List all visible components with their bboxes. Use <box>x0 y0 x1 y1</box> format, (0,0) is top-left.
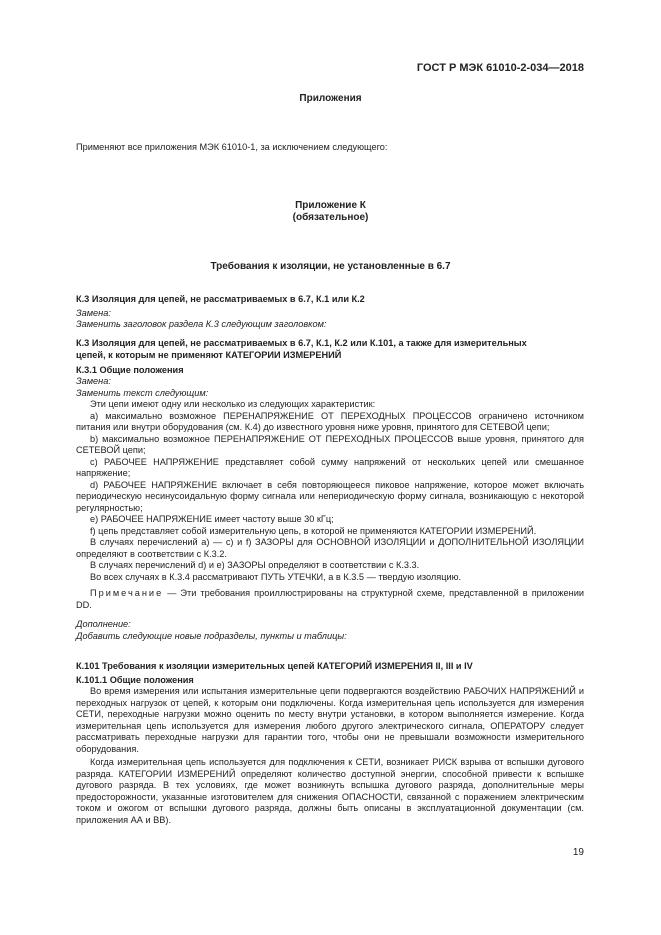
k1011-paragraph-2: Когда измерительная цепь используется для подключения к СЕТИ, возникает РИСК взрыва от вспышки дугового разряда. КАТЕГОРИИ ИЗМЕРЕНИЙ определяют количество доступной энергии, способной привести к вспышке дугового разряда. В тех условиях, где может возникнуть вспышка дугового разряда, дополнительные меры предосторожности, указанные изготовителем для снижения ОПАСНОСТИ, связанной с поражением электрическим током и ожогом от вспышки дугового разряда, должны быть описаны в эксплуатационной документации (см. приложения АА и ВВ). <box>76 757 584 825</box>
k31-addition: Дополнение: <box>76 619 131 629</box>
page-number: 19 <box>572 847 584 858</box>
k31-addition-text: Добавить следующие новые подразделы, пункты и таблицы: <box>76 630 347 641</box>
k31-cases-3: Во всех случаях в К.3.4 рассматривают ПУТЬ УТЕЧКИ, а в К.3.5 — твердую изоляцию. <box>90 571 462 582</box>
k3-replace: Замена: <box>76 308 111 318</box>
k1011-paragraph-1: Во время измерения или испытания измерительные цепи подвергаются воздействию РАБОЧИХ НАПРЯЖЕНИЙ и переходных нагрузок от цепей, к которым они подключены. Когда измерительная цепь используется для измерения СЕТИ, переходные нагрузки можно оценить по месту внутри установки, в котором выполняется измерение. Когда измерительная цепь используется для измерения любого другого электрического сигнала, ОПЕРАТОРУ следует рассматривать переходные нагрузки для гарантии того, чтобы они не превышали возможности измерительного оборудования. <box>76 686 584 754</box>
k31-cases-1: В случаях перечислений а) — с) и f) ЗАЗОРЫ для ОСНОВНОЙ ИЗОЛЯЦИИ и ДОПОЛНИТЕЛЬНОЙ ИЗОЛЯЦИИ определяют в соответствии с К.3.2. <box>76 537 584 559</box>
k31-item-b: b) максимально возможное ПЕРЕНАПРЯЖЕНИЕ ОТ ПЕРЕХОДНЫХ ПРОЦЕССОВ выше уровня, принятого для СЕТЕВОЙ цепи; <box>76 433 584 455</box>
k1011-heading: К.101.1 Общие положения <box>76 675 194 685</box>
note-text: — Эти требования проиллюстрированы на структурной схеме, представленной в приложении DD. <box>76 588 584 610</box>
k31-note <box>76 588 584 611</box>
k1011-body <box>76 686 584 826</box>
k31-heading: К.3.1 Общие положения <box>76 365 184 375</box>
k31-item-e: е) РАБОЧЕЕ НАПРЯЖЕНИЕ имеет частоту выше 30 кГц; <box>90 514 334 524</box>
k31-item-c: с) РАБОЧЕЕ НАПРЯЖЕНИЕ представляет собой сумму напряжений от нескольких цепей или смешанное напряжение; <box>76 456 584 478</box>
k31-intro: Эти цепи имеют одну или несколько из следующих характеристик: <box>90 399 376 409</box>
appendices-title: Приложения <box>299 93 362 104</box>
k3-heading: К.3 Изоляция для цепей, не рассматриваемых в 6.7, К.1 или К.2 <box>76 294 365 304</box>
note-label: Примечание <box>90 588 164 598</box>
k3-new-heading-line1: К.3 Изоляция для цепей, не рассматриваемых в 6.7, К.1, К.2 или К.101, а также для измерительных <box>76 338 527 348</box>
k31-item-f: f) цепь представляет собой измерительную цепь, в которой не применяются КАТЕГОРИИ ИЗМЕРЕНИЙ. <box>90 525 537 536</box>
k31-replace: Замена: <box>76 376 111 386</box>
k3-new-heading-line2: цепей, к которым не применяют КАТЕГОРИИ ИЗМЕРЕНИЙ <box>76 350 342 360</box>
k31-body <box>76 399 584 642</box>
annex-subtitle: Требования к изоляции, не установленные в 6.7 <box>210 261 451 272</box>
k31-replace-text: Заменить текст следующим: <box>76 388 209 398</box>
k31-item-d: d) РАБОЧЕЕ НАПРЯЖЕНИЕ включает в себя повторяющееся пиковое напряжение, которое может включать периодическую несинусоидальную форму сигнала или непериодическую форму сигнала, возникающую с некоторой регулярностью; <box>76 479 584 513</box>
annex-title: Приложение К <box>295 200 366 211</box>
k31-item-a: а) максимально возможное ПЕРЕНАПРЯЖЕНИЕ ОТ ПЕРЕХОДНЫХ ПРОЦЕССОВ ограничено источником питания или внутри оборудования (см. К.4) до известного уровня ниже уровня, принятого для СЕТЕВОЙ цепи; <box>76 410 584 432</box>
annex-status: (обязательное) <box>292 212 369 223</box>
k3-replace-title: Заменить заголовок раздела К.3 следующим заголовком: <box>76 319 327 329</box>
intro-text: Применяют все приложения МЭК 61010-1, за исключением следующего: <box>76 142 388 152</box>
standard-designation: ГОСТ Р МЭК 61010-2-034—2018 <box>416 62 584 74</box>
k31-cases-2: В случаях перечислений d) и е) ЗАЗОРЫ определяют в соответствии с К.3.3. <box>90 560 420 570</box>
k101-heading: К.101 Требования к изоляции измерительных цепей КАТЕГОРИЙ ИЗМЕРЕНИЯ II, III и IV <box>76 661 473 671</box>
